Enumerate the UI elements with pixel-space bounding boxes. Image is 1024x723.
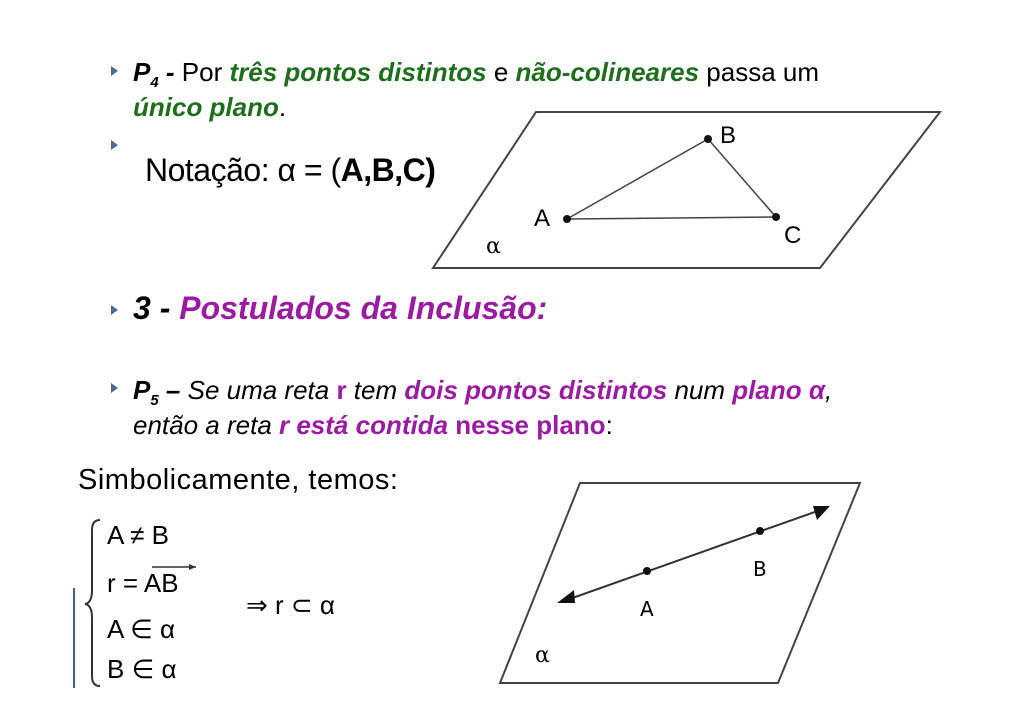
notation-suffix: )	[425, 152, 436, 188]
symbolic-title: Simbolicamente, temos:	[78, 464, 399, 496]
segment-ab	[567, 139, 708, 219]
condition-row: r = AB	[107, 568, 179, 598]
p4-emphasis: três pontos distintos	[229, 57, 487, 87]
condition-row: A ≠ B	[107, 520, 169, 550]
implication: ⇒ r ⊂ α	[246, 590, 335, 620]
p5-emphasis: plano α	[732, 375, 825, 405]
p5-emphasis: r	[336, 375, 347, 405]
condition-row: B ∈ α	[107, 654, 177, 684]
label-c: C	[784, 222, 802, 249]
plane-label: α	[486, 234, 501, 259]
plane-1	[433, 112, 940, 268]
plane-2	[500, 483, 860, 683]
p5-text: tem	[346, 375, 405, 405]
curly-brace	[85, 520, 100, 686]
p5-subscript: 5	[150, 392, 159, 410]
p4-subscript: 4	[150, 74, 159, 92]
p4-text: .	[278, 92, 287, 122]
p4-text: e	[486, 57, 516, 87]
vector-arrow-head	[189, 564, 196, 570]
label-b: B	[720, 122, 737, 149]
arrow-head-right	[813, 506, 830, 520]
p4-emphasis: não-colineares	[515, 57, 700, 87]
label-a: A	[640, 597, 654, 621]
point-b	[704, 135, 712, 143]
p5-text: ,	[824, 375, 833, 405]
label-b: B	[753, 557, 767, 581]
segment-ac	[567, 217, 776, 219]
p4-text: passa um	[699, 57, 820, 87]
p5-label: P	[133, 375, 151, 405]
section-title: Postulados da Inclusão:	[170, 290, 548, 326]
p4-emphasis: único plano	[133, 92, 279, 122]
p5-dash: –	[158, 375, 181, 405]
p5-text: :	[605, 410, 613, 440]
condition-row: A ∈ α	[107, 614, 176, 644]
notation-prefix: Notação: α = (	[145, 152, 341, 188]
section-number: 3 -	[133, 290, 171, 326]
point-a	[643, 567, 651, 575]
arrow-head-left	[557, 590, 575, 603]
segment-bc	[708, 139, 776, 217]
plane-label: α	[535, 643, 550, 668]
p5-text: então a reta	[133, 410, 279, 440]
p5-emphasis: dois pontos distintos	[404, 375, 668, 405]
p5-emphasis: nesse plano	[448, 410, 606, 440]
point-b	[756, 527, 764, 535]
p4-dash: -	[158, 57, 175, 87]
p5-text: Se uma reta	[180, 375, 337, 405]
line-r	[564, 508, 826, 601]
p4-label: P	[133, 57, 151, 87]
notation-points: A,B,C	[340, 152, 426, 188]
label-a: A	[534, 205, 551, 232]
p4-text: Por	[174, 57, 230, 87]
point-a	[563, 215, 571, 223]
p5-emphasis: r está contida	[279, 410, 449, 440]
point-c	[772, 213, 780, 221]
p5-text: num	[667, 375, 733, 405]
